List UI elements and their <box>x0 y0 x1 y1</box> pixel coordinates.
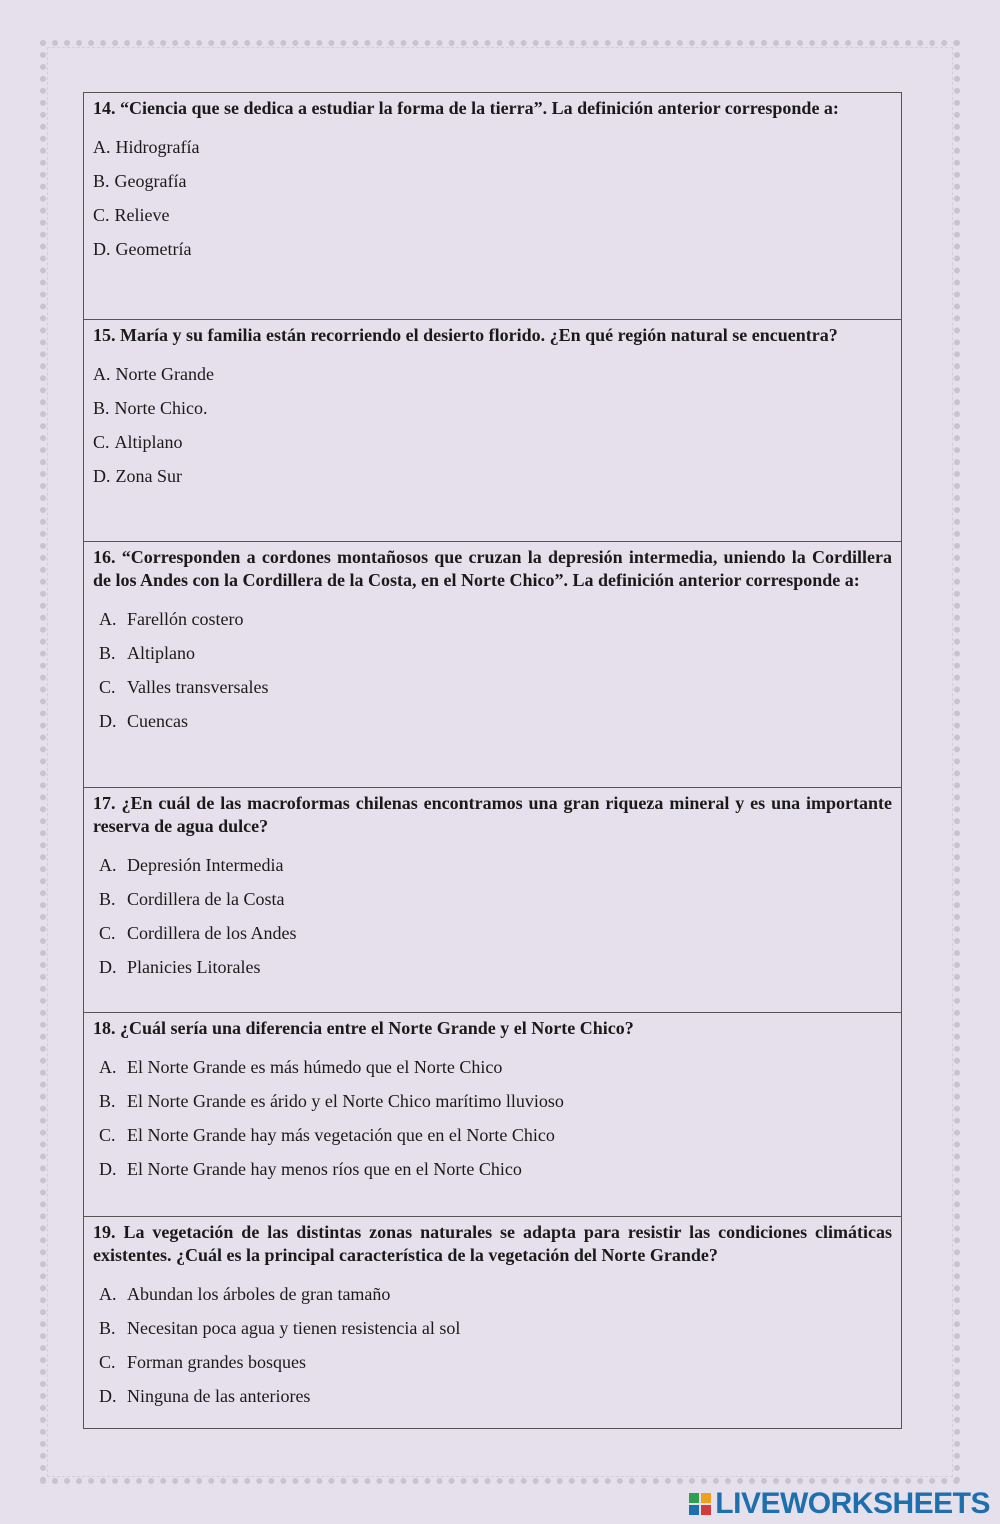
option-text: El Norte Grande es árido y el Norte Chico marítimo lluvioso <box>127 1091 564 1111</box>
option-text: El Norte Grande es más húmedo que el Norte Chico <box>127 1057 503 1077</box>
option-text: Necesitan poca agua y tienen resistencia al sol <box>127 1318 461 1338</box>
question-block <box>84 93 901 319</box>
question-statement: ¿Cuál sería una diferencia entre el Norte Grande y el Norte Chico? <box>120 1018 634 1038</box>
answer-options <box>93 1277 892 1413</box>
option-letter: A. <box>93 137 111 157</box>
logo-square <box>689 1505 699 1515</box>
option-text: El Norte Grande hay más vegetación que en el Norte Chico <box>127 1125 555 1145</box>
question-block <box>84 1012 901 1216</box>
option-text: Norte Grande <box>115 364 214 384</box>
answer-option[interactable] <box>93 916 892 950</box>
question-statement: María y su familia están recorriendo el desierto florido. ¿En qué región natural se encuentra? <box>120 325 838 345</box>
question-statement: “Ciencia que se dedica a estudiar la forma de la tierra”. La definición anterior corresponde a: <box>120 98 839 118</box>
answer-option[interactable] <box>93 425 892 459</box>
option-letter: A. <box>93 364 111 384</box>
answer-option[interactable] <box>93 164 892 198</box>
option-letter: D. <box>93 239 111 259</box>
question-block <box>84 787 901 1012</box>
option-text: El Norte Grande hay menos ríos que en el Norte Chico <box>127 1159 522 1179</box>
answer-option[interactable] <box>93 670 892 704</box>
option-text: Ninguna de las anteriores <box>127 1386 311 1406</box>
liveworksheets-logo-icon <box>689 1493 711 1515</box>
option-letter: B. <box>99 1091 116 1111</box>
question-number: 14. <box>93 98 116 118</box>
option-text: Geografía <box>114 171 187 191</box>
question-text <box>93 1221 892 1267</box>
answer-options <box>93 357 892 493</box>
option-text: Depresión Intermedia <box>127 855 284 875</box>
answer-option[interactable] <box>93 950 892 984</box>
answer-option[interactable] <box>93 232 892 266</box>
option-text: Relieve <box>114 205 170 225</box>
question-block <box>84 541 901 787</box>
option-text: Geometría <box>115 239 192 259</box>
option-letter: D. <box>99 957 117 977</box>
option-letter: A. <box>99 1284 117 1304</box>
option-letter: D. <box>99 711 117 731</box>
option-text: Planicies Litorales <box>127 957 261 977</box>
option-letter: C. <box>99 1125 116 1145</box>
answer-option[interactable] <box>93 1084 892 1118</box>
logo-square <box>689 1493 699 1503</box>
answer-option[interactable] <box>93 198 892 232</box>
brand-name: LIVEWORKSHEETS <box>715 1487 990 1520</box>
question-number: 19. <box>93 1222 116 1242</box>
answer-options <box>93 1050 892 1186</box>
answer-options <box>93 848 892 984</box>
question-sheet <box>83 92 902 1429</box>
answer-options <box>93 130 892 266</box>
question-block <box>84 1216 901 1428</box>
option-text: Zona Sur <box>115 466 182 486</box>
option-letter: A. <box>99 609 117 629</box>
question-statement: “Corresponden a cordones montañosos que cruzan la depresión intermedia, uniendo la Cordillera de los Andes con la Cordillera de la Costa, en el Norte Chico”. La definición anterior corresponde a: <box>93 547 892 590</box>
question-text <box>93 97 892 120</box>
option-text: Cordillera de los Andes <box>127 923 297 943</box>
option-text: Cuencas <box>127 711 188 731</box>
option-letter: C. <box>93 205 110 225</box>
question-text <box>93 324 892 347</box>
answer-option[interactable] <box>93 1345 892 1379</box>
answer-option[interactable] <box>93 357 892 391</box>
answer-option[interactable] <box>93 1118 892 1152</box>
brand-logo[interactable] <box>689 1488 990 1520</box>
option-text: Norte Chico. <box>114 398 208 418</box>
answer-option[interactable] <box>93 602 892 636</box>
option-letter: D. <box>93 466 111 486</box>
option-text: Altiplano <box>114 432 183 452</box>
option-letter: B. <box>93 398 110 418</box>
option-text: Hidrografía <box>115 137 200 157</box>
question-block <box>84 319 901 541</box>
option-text: Abundan los árboles de gran tamaño <box>127 1284 391 1304</box>
option-letter: D. <box>99 1386 117 1406</box>
logo-square <box>701 1493 711 1503</box>
answer-option[interactable] <box>93 848 892 882</box>
option-letter: D. <box>99 1159 117 1179</box>
answer-option[interactable] <box>93 1050 892 1084</box>
option-letter: B. <box>99 1318 116 1338</box>
question-number: 17. <box>93 793 116 813</box>
option-text: Forman grandes bosques <box>127 1352 306 1372</box>
question-number: 16. <box>93 547 116 567</box>
answer-option[interactable] <box>93 636 892 670</box>
question-number: 18. <box>93 1018 116 1038</box>
option-letter: A. <box>99 1057 117 1077</box>
option-letter: C. <box>99 923 116 943</box>
answer-option[interactable] <box>93 1277 892 1311</box>
logo-square <box>701 1505 711 1515</box>
option-text: Altiplano <box>127 643 195 663</box>
option-letter: B. <box>93 171 110 191</box>
answer-option[interactable] <box>93 882 892 916</box>
option-text: Valles transversales <box>127 677 269 697</box>
question-statement: La vegetación de las distintas zonas naturales se adapta para resistir las condiciones climáticas existentes. ¿Cuál es la principal característica de la vegetación del Norte Grande? <box>93 1222 893 1265</box>
question-statement: ¿En cuál de las macroformas chilenas encontramos una gran riqueza mineral y es una importante reserva de agua dulce? <box>93 793 893 836</box>
option-text: Cordillera de la Costa <box>127 889 285 909</box>
answer-option[interactable] <box>93 1379 892 1413</box>
answer-option[interactable] <box>93 1311 892 1345</box>
option-letter: A. <box>99 855 117 875</box>
option-letter: C. <box>99 677 116 697</box>
option-letter: C. <box>93 432 110 452</box>
option-letter: B. <box>99 889 116 909</box>
option-letter: C. <box>99 1352 116 1372</box>
answer-option[interactable] <box>93 130 892 164</box>
option-text: Farellón costero <box>127 609 244 629</box>
question-number: 15. <box>93 325 116 345</box>
question-text <box>93 546 892 592</box>
answer-options <box>93 602 892 738</box>
answer-option[interactable] <box>93 459 892 493</box>
answer-option[interactable] <box>93 1152 892 1186</box>
question-text <box>93 792 892 838</box>
answer-option[interactable] <box>93 391 892 425</box>
question-text <box>93 1017 892 1040</box>
option-letter: B. <box>99 643 116 663</box>
answer-option[interactable] <box>93 704 892 738</box>
